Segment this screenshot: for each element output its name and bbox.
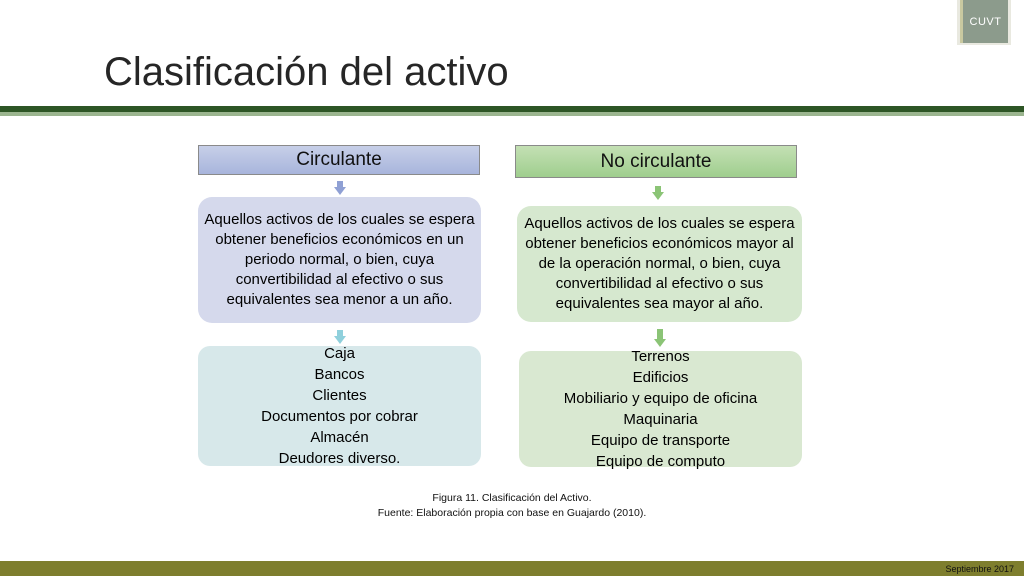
- list-item: Maquinaria: [623, 411, 698, 428]
- list-item: Deudores diverso.: [278, 450, 401, 467]
- list-item: Almacén: [310, 429, 369, 446]
- caption-line: Figura 11. Clasificación del Activo.: [432, 492, 592, 504]
- circulante-list: [198, 346, 481, 466]
- no-circulante-header: No circulante: [515, 145, 797, 178]
- footer-date: Septiembre 2017: [945, 564, 1014, 574]
- figure-caption: [0, 491, 1024, 521]
- caption-source: Fuente: Elaboración propia con base en Guajardo (2010).: [377, 507, 647, 519]
- list-item: Terrenos: [631, 348, 690, 365]
- down-arrow-icon: [334, 181, 346, 195]
- list-item: Documentos por cobrar: [261, 408, 418, 425]
- circulante-description: [198, 197, 481, 323]
- footer-band: [0, 561, 1024, 576]
- list-item: Edificios: [632, 369, 689, 386]
- circulante-header: Circulante: [198, 145, 480, 175]
- no-circulante-list: [519, 348, 802, 470]
- no-circulante-description-text: Aquellos activos de los cuales se espera obtener beneficios económicos mayor al de la operación normal, o bien, cuya convertibilidad al efectivo o sus equivalentes sea mayor al año.: [524, 215, 795, 312]
- list-item: Mobiliario y equipo de oficina: [563, 390, 758, 407]
- list-item: Caja: [324, 345, 355, 362]
- slide-title: Clasificación del activo: [104, 50, 509, 94]
- down-arrow-icon: [652, 186, 664, 200]
- down-arrow-icon: [334, 330, 346, 344]
- logo: CUVT: [960, 0, 1008, 43]
- list-item: Equipo de transporte: [590, 432, 731, 449]
- list-item: Equipo de computo: [595, 453, 726, 470]
- circulante-description-text: Aquellos activos de los cuales se espera obtener beneficios económicos en un periodo normal, o bien, cuya convertibilidad al efectivo o sus equivalentes sea menor a un año.: [204, 211, 475, 308]
- list-item: Bancos: [314, 366, 365, 383]
- list-item: Clientes: [312, 387, 367, 404]
- title-rule-accent: [0, 112, 1024, 116]
- no-circulante-description: [517, 206, 802, 322]
